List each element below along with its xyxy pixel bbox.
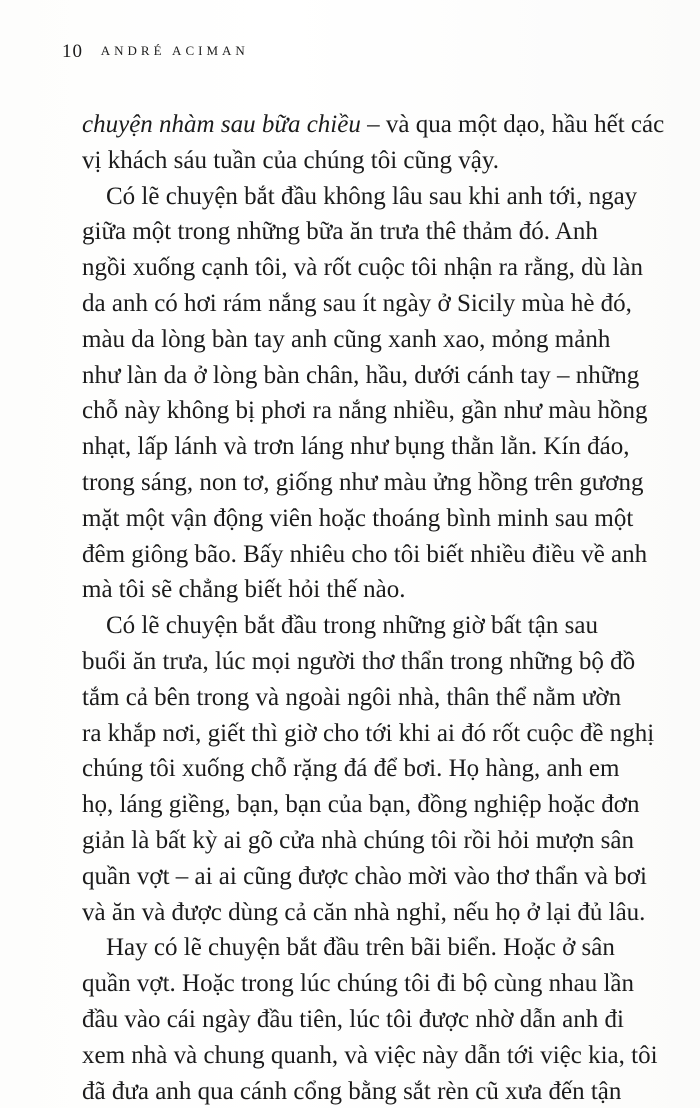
- text-line: ngồi xuống cạnh tôi, và rốt cuộc tôi nhận ra rằng, dù làn: [82, 254, 643, 282]
- text-line: buổi ăn trưa, lúc mọi người thơ thẩn trong những bộ đồ: [82, 647, 636, 675]
- text-line: chúng tôi xuống chỗ rặng đá để bơi. Họ hàng, anh em: [82, 755, 620, 783]
- text-line: [82, 107, 665, 143]
- text-line: đêm giông bão. Bấy nhiêu cho tôi biết nhiều điều về anh: [82, 540, 648, 568]
- paragraph: [82, 930, 658, 1109]
- italic-phrase: chuyện nhàm sau bữa chiều: [82, 111, 361, 138]
- paragraph: [82, 608, 655, 930]
- text-line: tắm cả bên trong và ngoài ngôi nhà, thân thể nằm ườn: [82, 683, 622, 711]
- text-line: quần vợt. Hoặc trong lúc chúng tôi đi bộ cùng nhau lần: [82, 970, 634, 998]
- text-line: Hay có lẽ chuyện bắt đầu trên bãi biển. Hoặc ở sân: [106, 934, 615, 962]
- text-line: giữa một trong những bữa ăn trưa thê thảm đó. Anh: [82, 218, 598, 246]
- text-line: nhạt, lấp lánh và trơn láng như bụng thằn lằn. Kín đáo,: [82, 433, 630, 461]
- text-line: đầu vào cái ngày đầu tiên, lúc tôi được nhờ dẫn anh đi: [82, 1005, 624, 1033]
- line-text: – và qua một dạo, hầu hết các: [360, 111, 665, 138]
- text-line: ra khắp nơi, giết thì giờ cho tới khi ai đó rốt cuộc đề nghị: [82, 719, 655, 747]
- text-line: giản là bất kỳ ai gõ cửa nhà chúng tôi rồi hỏi mượn sân: [82, 826, 635, 854]
- text-line: da anh có hơi rám nắng sau ít ngày ở Sicily mùa hè đó,: [82, 289, 632, 317]
- paragraph: [82, 107, 665, 179]
- text-line: mà tôi sẽ chẳng biết hỏi thế nào.: [82, 576, 406, 604]
- text-line: mặt một vận động viên hoặc thoáng bình minh sau một: [82, 504, 634, 532]
- paragraph: [82, 179, 648, 609]
- text-line: trong sáng, non tơ, giống như màu ửng hồng trên gương: [82, 468, 644, 496]
- text-line: Có lẽ chuyện bắt đầu không lâu sau khi anh tới, ngay: [106, 182, 638, 210]
- running-head-author: ANDRÉ ACIMAN: [100, 43, 249, 58]
- text-line: quần vợt – ai ai cũng được chào mời vào thơ thẩn và bơi: [82, 862, 647, 890]
- text-line: vị khách sáu tuần của chúng tôi cũng vậy.: [82, 146, 500, 174]
- text-line: họ, láng giềng, bạn, bạn của bạn, đồng nghiệp hoặc đơn: [82, 791, 640, 819]
- text-line: và ăn và được dùng cả căn nhà nghỉ, nếu họ ở lại đủ lâu.: [82, 898, 646, 926]
- body-text: [82, 107, 665, 1109]
- text-line: xem nhà và chung quanh, và việc này dẫn tới việc kia, tôi: [82, 1041, 658, 1069]
- text-line: đã đưa anh qua cánh cổng bằng sắt rèn cũ xưa đến tận: [82, 1077, 622, 1105]
- text-line: màu da lòng bàn tay anh cũng xanh xao, mỏng mảnh: [82, 325, 611, 353]
- text-line: Có lẽ chuyện bắt đầu trong những giờ bất tận sau: [106, 612, 598, 640]
- running-head: [62, 41, 249, 63]
- text-line: chỗ này không bị phơi ra nắng nhiều, gần như màu hồng: [82, 397, 648, 425]
- text-line: như làn da ở lòng bàn chân, hầu, dưới cánh tay – những: [82, 361, 640, 389]
- page-number: 10: [62, 41, 83, 62]
